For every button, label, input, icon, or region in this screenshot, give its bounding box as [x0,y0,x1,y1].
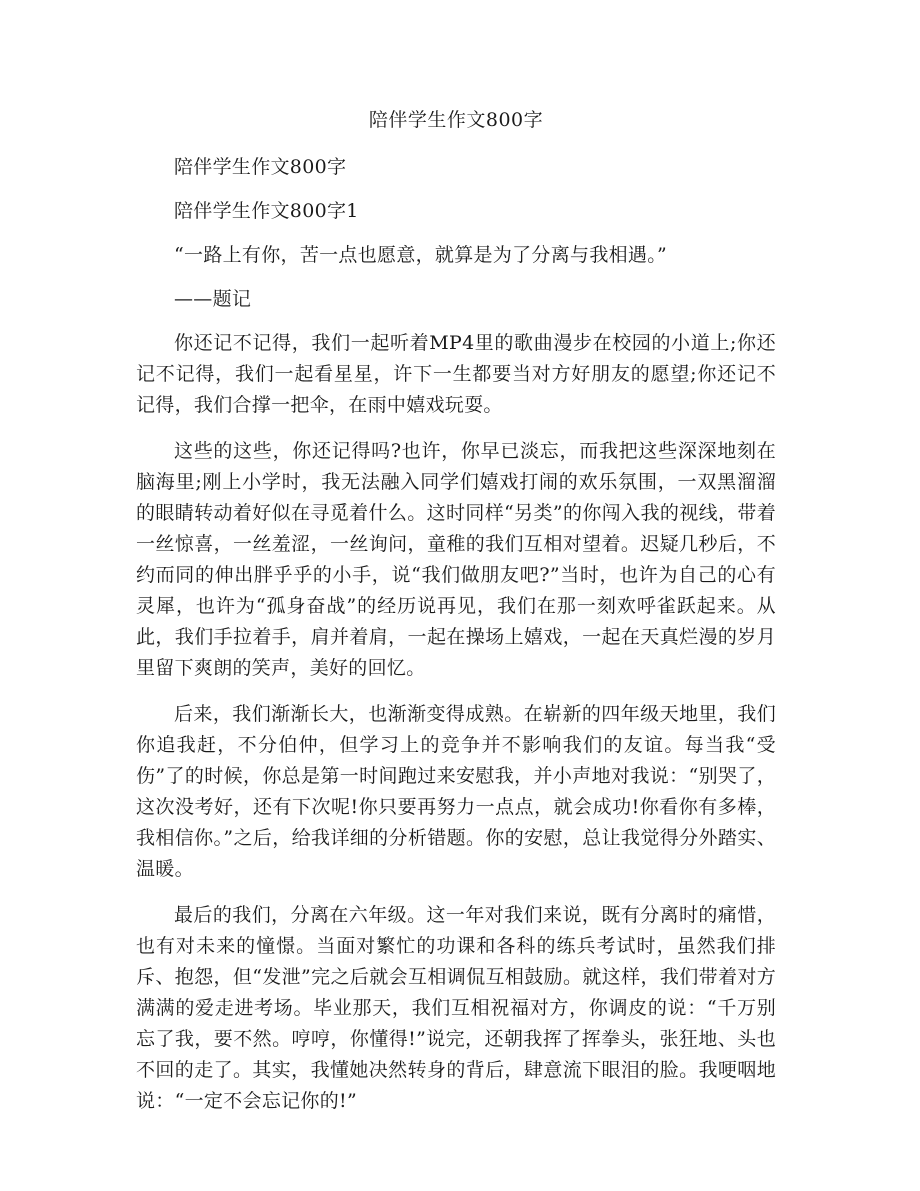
document-page [136,100,776,1132]
section-heading: 陪伴学生作文800字1 [174,200,359,222]
epigraph-quote: “一路上有你，苦一点也愿意，就算是为了分离与我相遇。” [174,244,668,266]
paragraph: 这些的这些，你还记得吗?也许，你早已淡忘，而我把这些深深地刻在脑海里;刚上小学时，我无法融入同学们嬉戏打闹的欢乐氛围，一双黑溜溜的眼睛转动着好似在寻觅着什么。这时同样“另类”的你闯入我的视线，带着一丝惊喜，一丝羞涩，一丝询问，童稚的我们互相对望着。迟疑几秒后，不约而同的伸出胖乎乎的小手，说“我们做朋友吧?”当时，也许为自己的心有灵犀，也许为“孤身奋战”的经历说再见，我们在那一刻欢呼雀跃起来。从此，我们手拉着手，肩并着肩，一起在操场上嬉戏，一起在天真烂漫的岁月里留下爽朗的笑声，美好的回忆。 [136,440,776,679]
paragraph: 你还记不记得，我们一起听着MP4里的歌曲漫步在校园的小道上;你还记不记得，我们一起看星星，许下一生都要当对方好朋友的愿望;你还记不记得，我们合撑一把伞，在雨中嬉戏玩耍。 [136,332,776,416]
epigraph-attribution: ——题记 [174,288,252,310]
paragraph: 最后的我们，分离在六年级。这一年对我们来说，既有分离时的痛惜，也有对未来的憧憬。当面对繁忙的功课和各科的练兵考试时，虽然我们排斥、抱怨，但“发泄”完之后就会互相调侃互相鼓励。就这样，我们带着对方满满的爱走进考场。毕业那天，我们互相祝福对方，你调皮的说：“千万别忘了我，要不然。哼哼，你懂得!”说完，还朝我挥了挥拳头，张狂地、头也不回的走了。其实，我懂她决然转身的背后，肆意流下眼泪的脸。我哽咽地说：“一定不会忘记你的!” [136,904,776,1112]
document-title: 陪伴学生作文800字 [368,109,544,131]
subtitle: 陪伴学生作文800字 [174,156,347,178]
paragraph: 后来，我们渐渐长大，也渐渐变得成熟。在崭新的四年级天地里，我们你追我赶，不分伯仲，但学习上的竞争并不影响我们的友谊。每当我“受伤”了的时候，你总是第一时间跑过来安慰我，并小声地对我说：“别哭了，这次没考好，还有下次呢!你只要再努力一点点，就会成功!你看你有多棒，我相信你。”之后，给我详细的分析错题。你的安慰，总让我觉得分外踏实、温暖。 [136,703,776,880]
